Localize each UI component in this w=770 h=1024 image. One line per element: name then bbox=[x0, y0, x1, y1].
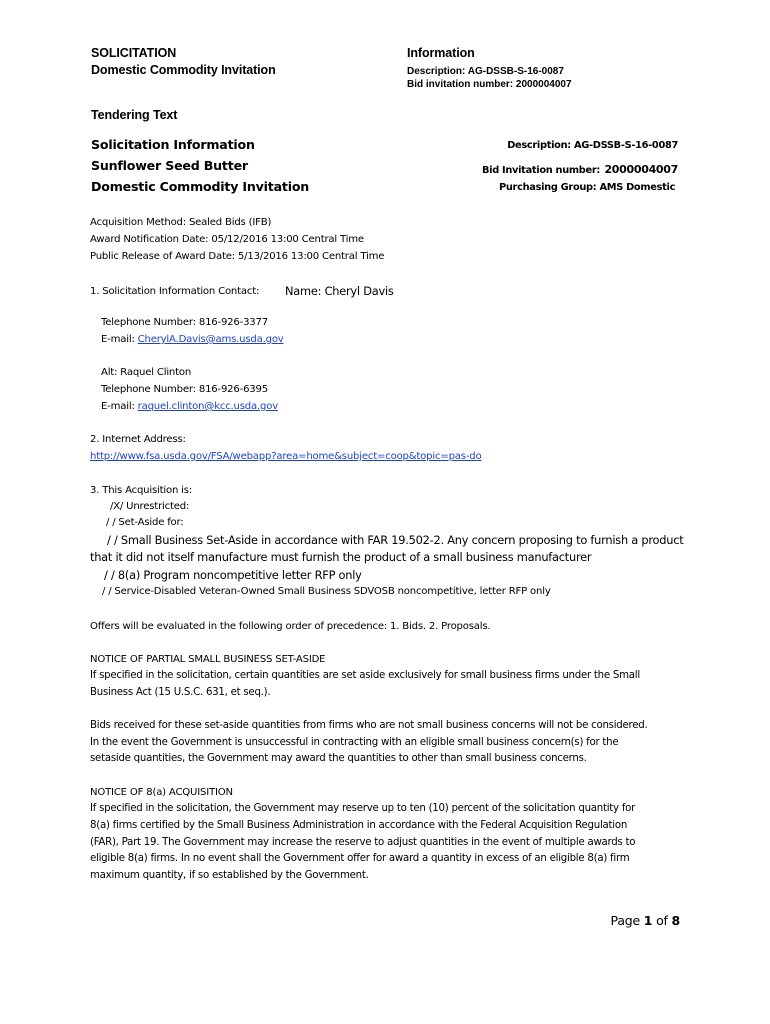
notice-small-business-p2-line1: Bids received for these set-aside quantities from firms who are not small business concerns will not be considered. bbox=[90, 720, 648, 731]
sdvosb-option: / / Service-Disabled Veteran-Owned Small Business SDVOSB noncompetitive, letter RFP only bbox=[102, 586, 551, 597]
purchasing-group: Purchasing Group: AMS Domestic bbox=[499, 182, 676, 193]
page-number bbox=[611, 913, 680, 928]
header-description: Description: AG-DSSB-S-16-0087 bbox=[407, 66, 564, 77]
alt-email-link[interactable]: raquel.clinton@kcc.usda.gov bbox=[137, 401, 278, 412]
contact-name: Name: Cheryl Davis bbox=[285, 284, 394, 298]
information-title: Information bbox=[407, 46, 475, 60]
program-8a-option: / / 8(a) Program noncompetitive letter RFP only bbox=[104, 568, 362, 582]
solicitation-description: Description: AG-DSSB-S-16-0087 bbox=[507, 140, 678, 151]
notice-small-business-p2-line2: In the event the Government is unsuccessful in contracting with an eligible small business concern(s) for the bbox=[90, 737, 619, 748]
set-aside-option: / / Set-Aside for: bbox=[106, 517, 184, 528]
offers-precedence: Offers will be evaluated in the following order of precedence: 1. Bids. 2. Proposals. bbox=[90, 621, 491, 632]
contact-email-label: E-mail: bbox=[101, 334, 138, 345]
contact-email bbox=[101, 334, 284, 345]
solicitation-title: SOLICITATION bbox=[91, 46, 177, 60]
invitation-type: Domestic Commodity Invitation bbox=[91, 179, 310, 194]
internet-address-link[interactable]: http://www.fsa.usda.gov/FSA/webapp?area=home&subject=coop&topic=pas-do bbox=[90, 451, 482, 462]
alt-contact-email bbox=[101, 401, 278, 412]
notice-8a-heading: NOTICE OF 8(a) ACQUISITION bbox=[90, 787, 233, 798]
alt-email-label: E-mail: bbox=[101, 401, 138, 412]
notice-8a-line5: maximum quantity, if so established by the Government. bbox=[90, 870, 369, 881]
solicitation-subtitle: Domestic Commodity Invitation bbox=[91, 63, 276, 77]
internet-address-label: 2. Internet Address: bbox=[90, 434, 186, 445]
page-of-word: of bbox=[652, 913, 672, 928]
page-total: 8 bbox=[671, 913, 680, 928]
notice-small-business-p2-line3: setaside quantities, the Government may award the quantities to other than small business concerns. bbox=[90, 753, 587, 764]
solicitation-bid-number bbox=[482, 160, 678, 178]
alt-contact-telephone: Telephone Number: 816-926-6395 bbox=[101, 384, 268, 395]
header-bid-number: Bid invitation number: 2000004007 bbox=[407, 79, 572, 90]
public-release-date: Public Release of Award Date: 5/13/2016 13:00 Central Time bbox=[90, 251, 385, 262]
notice-8a-line3: (FAR), Part 19. The Government may increase the reserve to adjust quantities in the event of multiple awards to bbox=[90, 837, 636, 848]
page-word: Page bbox=[610, 913, 644, 928]
solicitation-info-heading: Solicitation Information bbox=[91, 137, 255, 152]
small-business-set-aside-line2: that it did not itself manufacture must furnish the product of a small business manufacturer bbox=[90, 550, 592, 564]
notice-small-business-heading: NOTICE OF PARTIAL SMALL BUSINESS SET-ASIDE bbox=[90, 654, 326, 665]
notice-small-business-p1-line1: If specified in the solicitation, certain quantities are set aside exclusively for small business firms under the Small bbox=[90, 670, 640, 681]
contact-telephone: Telephone Number: 816-926-3377 bbox=[101, 317, 268, 328]
notice-small-business-p1-line2: Business Act (15 U.S.C. 631, et seq.). bbox=[90, 687, 271, 698]
notice-8a-line1: If specified in the solicitation, the Government may reserve up to ten (10) percent of the solicitation quantity for bbox=[90, 803, 636, 814]
bid-number-value: 2000004007 bbox=[604, 163, 678, 176]
contact-email-link[interactable]: CherylA.Davis@ams.usda.gov bbox=[137, 334, 284, 345]
acquisition-method: Acquisition Method: Sealed Bids (IFB) bbox=[90, 217, 272, 228]
notice-8a-line4: eligible 8(a) firms. In no event shall the Government offer for award a quantity in excess of an eligible 8(a) firm bbox=[90, 853, 630, 864]
tendering-text-heading: Tendering Text bbox=[91, 108, 178, 122]
acquisition-type-label: 3. This Acquisition is: bbox=[90, 485, 193, 496]
contact-label: 1. Solicitation Information Contact: bbox=[90, 286, 260, 297]
notice-8a-line2: 8(a) firms certified by the Small Business Administration in accordance with the Federal Acquisition Regulation bbox=[90, 820, 628, 831]
bid-number-label: Bid Invitation number: bbox=[481, 165, 600, 176]
award-notification-date: Award Notification Date: 05/12/2016 13:00 Central Time bbox=[90, 234, 364, 245]
page-current: 1 bbox=[643, 913, 653, 928]
alt-contact-name: Alt: Raquel Clinton bbox=[101, 367, 192, 378]
small-business-set-aside-line1: / / Small Business Set-Aside in accordance with FAR 19.502-2. Any concern proposing to furnish a product bbox=[107, 533, 684, 547]
unrestricted-option: /X/ Unrestricted: bbox=[110, 501, 190, 512]
product-name: Sunflower Seed Butter bbox=[91, 158, 248, 173]
